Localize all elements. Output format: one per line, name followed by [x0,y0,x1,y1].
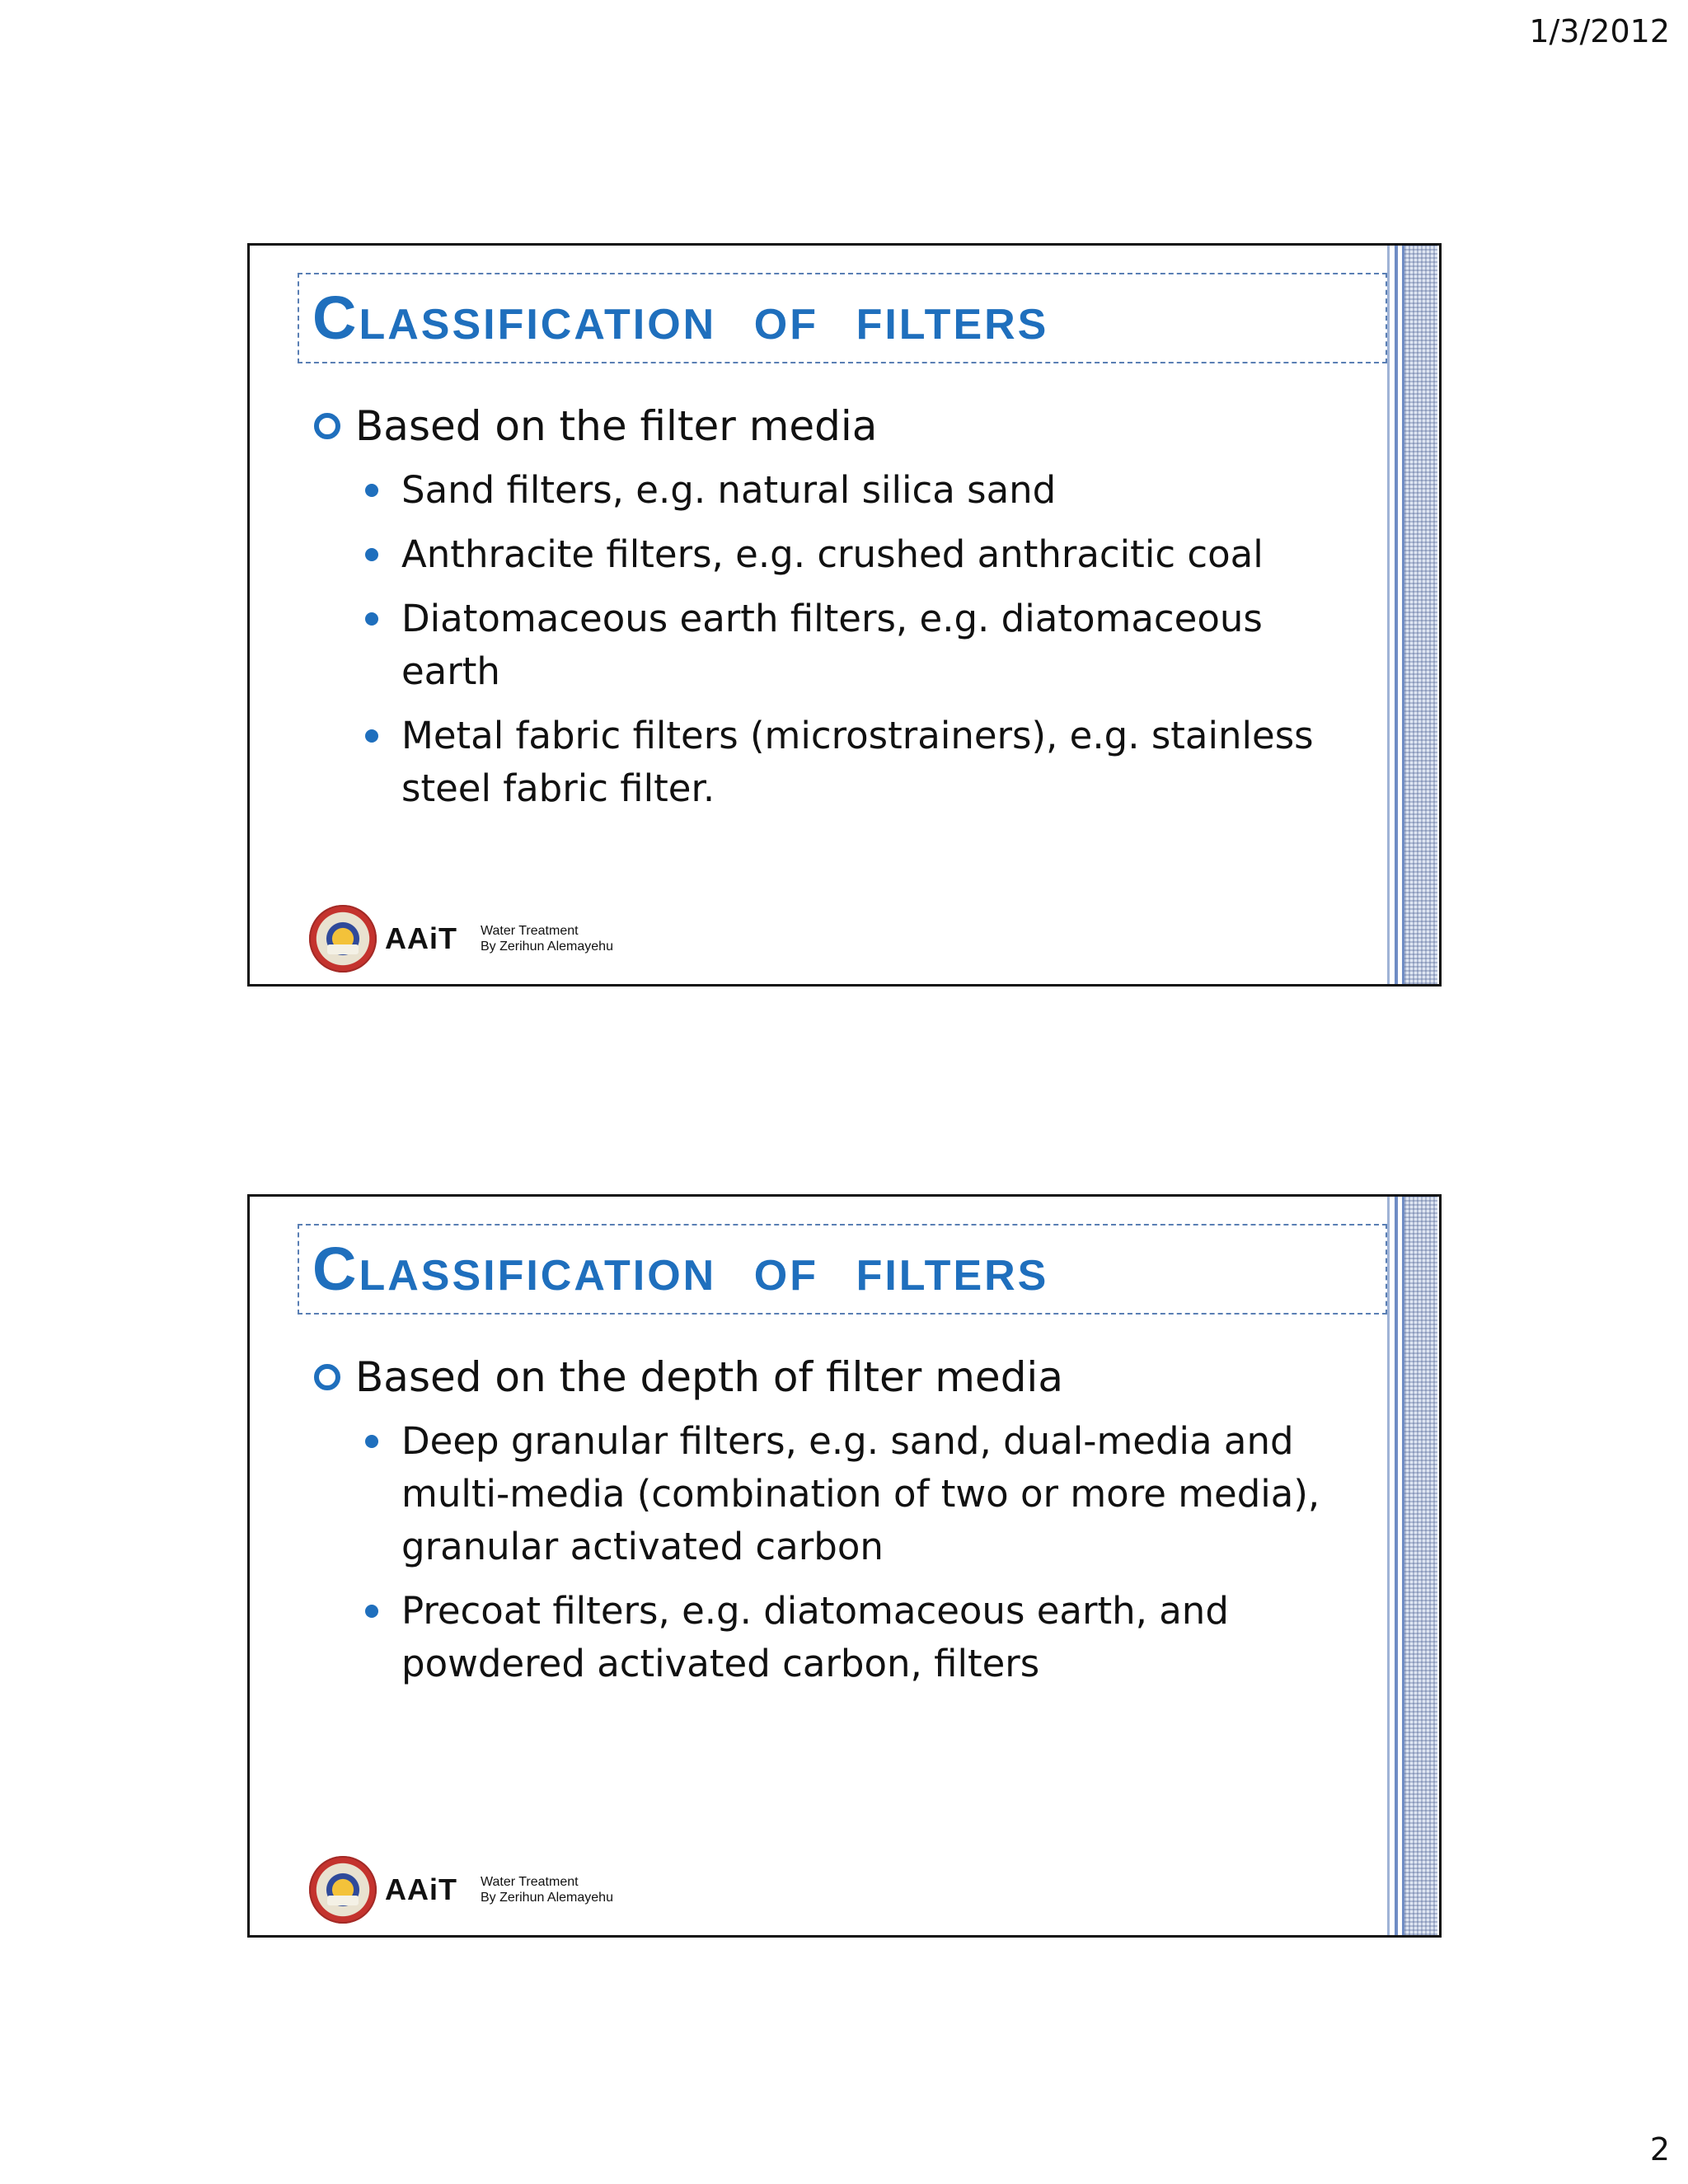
main-bullet-text: Based on the filter media [355,402,878,450]
slide-1 [247,243,1442,987]
list-item-text: Precoat filters, e.g. diatomaceous earth, and powdered activated carbon, filters [401,1589,1229,1685]
list-item [365,710,1354,815]
list-item-text: Anthracite filters, e.g. crushed anthracitic coal [401,532,1264,576]
list-item-text: Diatomaceous earth filters, e.g. diatomaceous earth [401,597,1263,693]
decorative-stripe [1387,1197,1390,1935]
dot-bullet-icon [365,548,378,561]
list-item [365,528,1354,581]
footer-brand: AAiT [385,921,457,955]
decorative-pattern-band [1402,1197,1437,1935]
slide-2 [247,1194,1442,1938]
footer-author: By Zerihun Alemayehu [481,940,613,954]
ring-bullet-icon [314,1364,340,1390]
list-item [365,1415,1354,1573]
page-date: 1/3/2012 [1529,13,1670,49]
dot-bullet-icon [365,612,378,626]
footer-credits [481,923,613,954]
dot-bullet-icon [365,484,378,497]
dot-bullet-icon [365,729,378,743]
main-bullet [314,402,1386,450]
slide-title: Classification of filters [312,284,1049,352]
dot-bullet-icon [365,1435,378,1448]
footer-course: Water Treatment [481,1875,579,1889]
decorative-stripe [1395,1197,1398,1935]
slide-title-box [298,273,1387,363]
list-item-text: Sand filters, e.g. natural silica sand [401,468,1057,512]
university-seal-icon [309,1856,377,1924]
dot-bullet-icon [365,1605,378,1618]
list-item [365,464,1354,517]
slide-footer [309,905,613,972]
main-bullet [314,1353,1386,1401]
page-number: 2 [1649,2131,1670,2168]
decorative-stripe [1395,246,1398,984]
slide-title: Classification of filters [312,1235,1049,1303]
list-item-text: Metal fabric filters (microstrainers), e.g. stainless steel fabric filter. [401,714,1314,810]
list-item [365,593,1354,698]
decorative-stripe [1387,246,1390,984]
slide-footer [309,1856,613,1924]
footer-brand: AAiT [385,1872,457,1906]
sub-bullet-list [365,1415,1354,1702]
slide-title-box [298,1224,1387,1315]
sub-bullet-list [365,464,1354,827]
footer-course: Water Treatment [481,924,579,938]
list-item [365,1585,1354,1690]
decorative-pattern-band [1402,246,1437,984]
list-item-text: Deep granular filters, e.g. sand, dual-media and multi-media (combination of two or more media), granular activated carbon [401,1419,1320,1568]
footer-author: By Zerihun Alemayehu [481,1891,613,1905]
ring-bullet-icon [314,413,340,439]
footer-credits [481,1874,613,1905]
university-seal-icon [309,905,377,972]
main-bullet-text: Based on the depth of filter media [355,1353,1063,1401]
